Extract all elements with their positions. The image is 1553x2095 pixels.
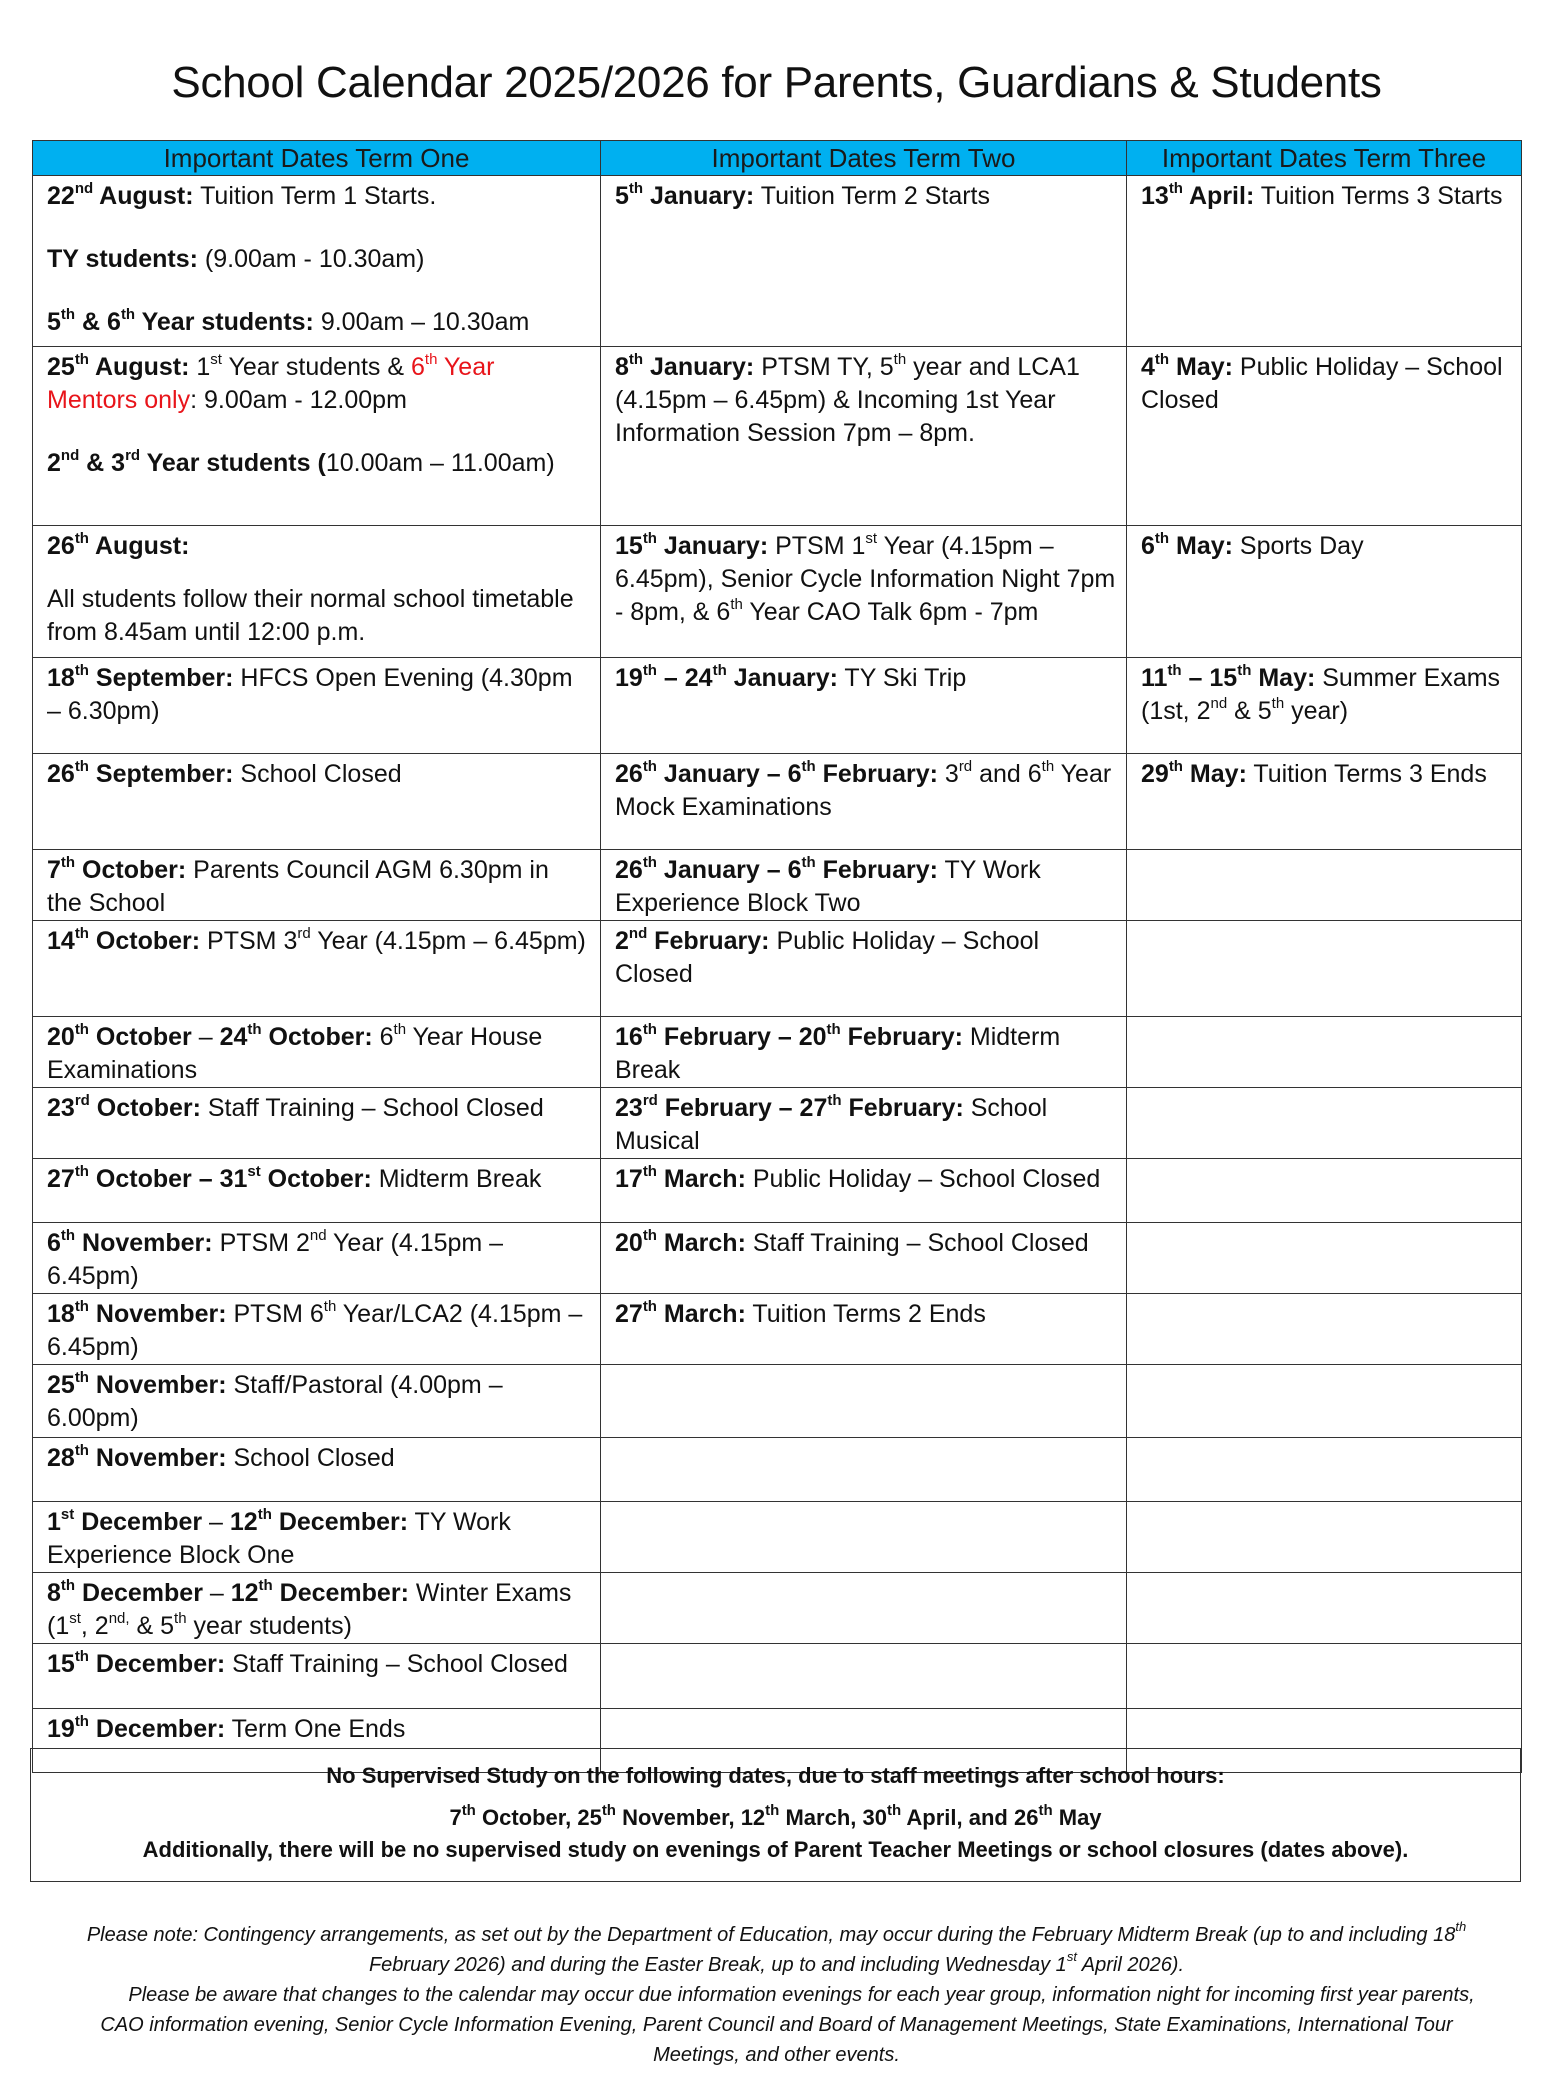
term-one-entry: 7th October: Parents Council AGM 6.30pm in the School xyxy=(33,850,601,921)
term-three-entry xyxy=(1127,1502,1522,1573)
term-three-entry: 11th – 15th May: Summer Exams (1st, 2nd & 5th year) xyxy=(1127,658,1522,754)
term-one-entry: 8th December – 12th December: Winter Exams (1st, $2^{nd,}$ & 5th year students) xyxy=(33,1573,601,1644)
term-three-entry xyxy=(1127,1159,1522,1223)
term-one-entry: 18th November: PTSM 6th Year/LCA2 (4.15pm – 6.45pm) xyxy=(33,1294,601,1365)
term-three-entry xyxy=(1127,1644,1522,1709)
term-two-entry: 15th January: PTSM 1st Year (4.15pm – 6.45pm), Senior Cycle Information Night 7pm - 8pm, & 6th Year CAO Talk 6pm - 7pm xyxy=(601,526,1127,658)
calendar-row xyxy=(33,176,1522,347)
term-one-entry: 19th December: Term One Ends xyxy=(33,1709,601,1773)
calendar-row xyxy=(33,1017,1522,1088)
calendar-row xyxy=(33,347,1522,526)
term-three-entry: 13th April: Tuition Terms 3 Starts xyxy=(1127,176,1522,347)
term-three-entry xyxy=(1127,921,1522,1017)
calendar-row xyxy=(33,658,1522,754)
term-two-entry: 26th January – 6th February: TY Work Experience Block Two xyxy=(601,850,1127,921)
term-one-entry: 25th November: Staff/Pastoral (4.00pm – 6.00pm) xyxy=(33,1365,601,1438)
term-three-header: Important Dates Term Three xyxy=(1127,141,1522,176)
calendar-row xyxy=(33,850,1522,921)
page-title: School Calendar 2025/2026 for Parents, Guardians & Students xyxy=(171,58,1382,107)
calendar-row xyxy=(33,921,1522,1017)
term-two-entry xyxy=(601,1365,1127,1438)
term-three-entry xyxy=(1127,1365,1522,1438)
contingency-note: Please note: Contingency arrangements, as set out by the Department of Education, may occur during the February Midterm Break (up to and including 18th February 2026) and during the Easter Break, up to and including Wednesday 1st April 2026). Please be aware that changes to the calendar may occur due information evenings for each year group, information night for incoming first year parents, CAO information evening, Senior Cycle Information Evening, Parent Council and Board of Management Meetings, State Examinations, International Tour Meetings, and other events. xyxy=(78,1919,1475,2066)
term-three-entry: 6th May: Sports Day xyxy=(1127,526,1522,658)
calendar-row xyxy=(33,754,1522,850)
calendar-row xyxy=(33,1438,1522,1502)
term-two-entry xyxy=(601,1644,1127,1709)
calendar-row xyxy=(33,1644,1522,1709)
term-three-entry xyxy=(1127,1294,1522,1365)
term-one-entry: 1st December – 12th December: TY Work Experience Block One xyxy=(33,1502,601,1573)
calendar-row xyxy=(33,1088,1522,1159)
term-two-entry xyxy=(601,1573,1127,1644)
term-two-entry: 19th – 24th January: TY Ski Trip xyxy=(601,658,1127,754)
term-two-entry: 27th March: Tuition Terms 2 Ends xyxy=(601,1294,1127,1365)
term-one-entry: 28th November: School Closed xyxy=(33,1438,601,1502)
term-two-entry: 5th January: Tuition Term 2 Starts xyxy=(601,176,1127,347)
term-one-entry: 20th October – 24th October: 6th Year House Examinations xyxy=(33,1017,601,1088)
term-one-entry: 6th November: PTSM 2nd Year (4.15pm – 6.45pm) xyxy=(33,1223,601,1294)
term-three-entry: 4th May: Public Holiday – School Closed xyxy=(1127,347,1522,526)
study-dates: 7th October, 25th November, 12th March, 30th April, and 26th May xyxy=(449,1801,1102,1830)
calendar-row xyxy=(33,1573,1522,1644)
header-row xyxy=(33,141,1522,176)
calendar-row xyxy=(33,1365,1522,1438)
calendar-body xyxy=(33,176,1522,1773)
term-two-entry xyxy=(601,1502,1127,1573)
study-additional: Additionally, there will be no supervised study on evenings of Parent Teacher Meetings or school closures (dates above). xyxy=(142,1837,1409,1862)
term-two-entry: 20th March: Staff Training – School Closed xyxy=(601,1223,1127,1294)
term-one-entry: 14th October: PTSM 3rd Year (4.15pm – 6.45pm) xyxy=(33,921,601,1017)
term-two-header: Important Dates Term Two xyxy=(601,141,1127,176)
calendar-row xyxy=(33,526,1522,658)
term-one-header: Important Dates Term One xyxy=(33,141,601,176)
term-one-entry: 23rd October: Staff Training – School Closed xyxy=(33,1088,601,1159)
term-two-entry: 17th March: Public Holiday – School Closed xyxy=(601,1159,1127,1223)
term-one-entry: 26th September: School Closed xyxy=(33,754,601,850)
term-one-entry: 26th August: All students follow their normal school timetable from 8.45am until 12:00 p.m. xyxy=(33,526,601,658)
study-heading: No Supervised Study on the following dates, due to staff meetings after school hours: xyxy=(326,1763,1225,1788)
term-three-entry xyxy=(1127,1223,1522,1294)
term-two-entry: 23rd February – 27th February: School Musical xyxy=(601,1088,1127,1159)
term-one-entry: 18th September: HFCS Open Evening (4.30pm – 6.30pm) xyxy=(33,658,601,754)
supervised-study-notice xyxy=(30,1748,1521,1882)
term-one-entry: 25th August: 1st Year students & 6th Year Mentors only: 9.00am - 12.00pm 2nd & 3rd Year students (10.00am – 11.00am) xyxy=(33,347,601,526)
calendar-row xyxy=(33,1223,1522,1294)
calendar-table xyxy=(32,140,1522,1773)
term-one-entry: 27th October – 31st October: Midterm Break xyxy=(33,1159,601,1223)
term-two-entry: 8th January: PTSM TY, 5th year and LCA1 (4.15pm – 6.45pm) & Incoming 1st Year Information Session 7pm – 8pm. xyxy=(601,347,1127,526)
term-one-entry: 15th December: Staff Training – School Closed xyxy=(33,1644,601,1709)
term-three-entry xyxy=(1127,1573,1522,1644)
term-two-entry: 16th February – 20th February: Midterm Break xyxy=(601,1017,1127,1088)
term-three-entry xyxy=(1127,1438,1522,1502)
term-two-entry: 2nd February: Public Holiday – School Closed xyxy=(601,921,1127,1017)
calendar-row xyxy=(33,1502,1522,1573)
term-two-entry: 26th January – 6th February: 3rd and 6th Year Mock Examinations xyxy=(601,754,1127,850)
calendar-row xyxy=(33,1294,1522,1365)
term-two-entry xyxy=(601,1438,1127,1502)
term-three-entry xyxy=(1127,850,1522,921)
term-one-entry: 22nd August: Tuition Term 1 Starts. TY students: (9.00am - 10.30am) 5th & 6th Year students: 9.00am – 10.30am xyxy=(33,176,601,347)
term-three-entry xyxy=(1127,1088,1522,1159)
calendar-row xyxy=(33,1159,1522,1223)
term-three-entry xyxy=(1127,1017,1522,1088)
term-three-entry: 29th May: Tuition Terms 3 Ends xyxy=(1127,754,1522,850)
